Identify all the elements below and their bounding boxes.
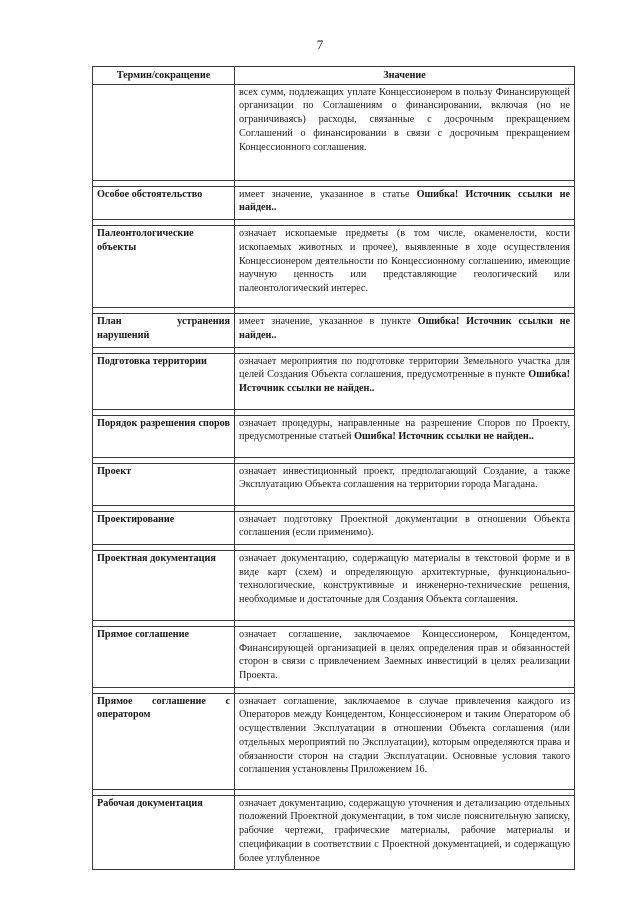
reference-error-text: Ошибка! Источник ссылки не найден.. (239, 369, 570, 394)
table-row (93, 795, 575, 870)
term-cell: Палеонтологические объекты (93, 226, 235, 308)
table-row (93, 550, 575, 620)
term-cell (93, 84, 235, 180)
definition-cell (235, 463, 575, 505)
term-cell: План устранения нарушений (93, 314, 235, 347)
table-header-row (93, 67, 575, 85)
definition-cell (235, 626, 575, 687)
reference-error-text: Ошибка! Источник ссылки не найден.. (354, 431, 534, 443)
term-cell: Порядок разрешения споров (93, 415, 235, 457)
reference-error-text: Ошибка! Источник ссылки не найден.. (239, 316, 570, 341)
definition-text: имеет значение, указанное в пункте (239, 316, 418, 328)
definition-cell (235, 84, 575, 180)
term-cell: Подготовка территории (93, 353, 235, 409)
definition-cell (235, 226, 575, 308)
table-row (93, 226, 575, 308)
term-cell: Проектирование (93, 511, 235, 544)
definition-cell (235, 353, 575, 409)
definition-text: означает соглашение, заключаемое в случае привлечения каждого из Операторов между Концедентом, Концессионером и таким Оператором об осуществлении Эксплуатации в отношении Объекта соглашения (или отдельных мероприятий по Эксплуатации), которым определяются права и обязанности сторон на стадии Эксплуатации. Основные условия такого соглашения установлены Приложением 16. (239, 695, 570, 776)
terms-table (92, 66, 575, 870)
reference-error-text: Ошибка! Источник ссылки не найден.. (239, 188, 570, 214)
term-cell: Особое обстоятельство (93, 186, 235, 219)
table-row (93, 463, 575, 505)
table-row (93, 415, 575, 457)
definition-text: означает ископаемые предметы (в том числе, окаменелости, кости ископаемых животных и прочее), выявленные в ходе осуществления Концессионером деятельности по Концессионному соглашению, имеющие научную ценность или представляющие геологический или палеонтологический интерес. (239, 228, 570, 294)
term-cell: Проект (93, 463, 235, 505)
page-number: 7 (316, 37, 324, 52)
definition-cell (235, 795, 575, 870)
definition-text: означает процедуры, направленные на разрешение Споров по Проекту, предусмотренные статьей (239, 417, 570, 443)
definition-cell (235, 415, 575, 457)
definition-cell (235, 186, 575, 219)
table-row (93, 186, 575, 219)
definition-text: означает инвестиционный проект, предполагающий Создание, а также Эксплуатацию Объекта соглашения на территории города Магадана. (239, 465, 570, 491)
definition-cell (235, 511, 575, 544)
header-term: Термин/сокращение (93, 67, 235, 85)
table-row (93, 693, 575, 789)
definition-cell (235, 693, 575, 789)
definition-text: означает документацию, содержащую уточнения и детализацию отдельных положений Проектной документации, в том числе пояснительную записку, рабочие чертежи, графические материалы, рабочие материалы и спецификации в соответствии с Проектной документацией, и содержащую более углубленное (239, 797, 570, 864)
definition-cell (235, 314, 575, 347)
definition-text: означает подготовку Проектной документации в отношении Объекта соглашения (если применимо). (239, 513, 570, 539)
term-cell: Рабочая документация (93, 795, 235, 870)
definition-text: означает мероприятия по подготовке территории Земельного участка для целей Создания Объекта соглашения, предусмотренные в пункте (239, 355, 570, 381)
definition-text: имеет значение, указанное в статье (239, 188, 417, 200)
term-cell: Прямое соглашение с оператором (93, 693, 235, 789)
definition-text: всех сумм, подлежащих уплате Концессионером в пользу Финансирующей организации по Соглашениям о финансировании, включая (но не ограничиваясь) расходы, связанные с досрочным прекращением Соглашений о финансировании в связи с досрочным прекращением Концессионного соглашения. (239, 86, 570, 153)
header-meaning: Значение (235, 67, 575, 85)
term-cell: Проектная документация (93, 550, 235, 620)
table-row (93, 353, 575, 409)
table-row (93, 511, 575, 544)
table-row (93, 84, 575, 180)
term-cell: Прямое соглашение (93, 626, 235, 687)
definition-cell (235, 550, 575, 620)
table-row (93, 626, 575, 687)
definition-text: означает соглашение, заключаемое Концессионером, Концедентом, Финансирующей организацией в целях определения прав и обязанностей сторон в связи с привлечением Заемных инвестиций в целях реализации Проекта. (239, 628, 570, 682)
table-row (93, 314, 575, 347)
definition-text: означает документацию, содержащую материалы в текстовой форме и в виде карт (схем) и определяющую архитектурные, функционально-технологические, конструктивные и инженерно-технические решения, необходимые и достаточные для Создания Объекта соглашения. (239, 552, 570, 606)
